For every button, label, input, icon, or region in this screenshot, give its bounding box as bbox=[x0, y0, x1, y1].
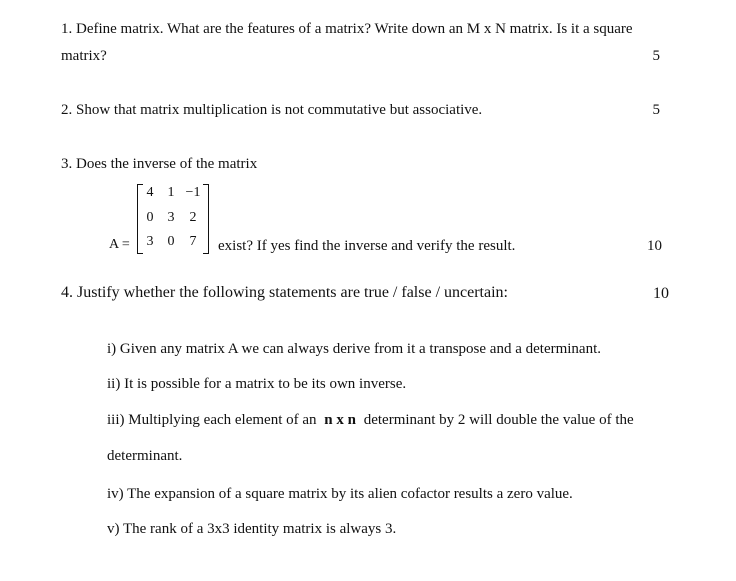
question-4-text: 4. Justify whether the following statements are true / false / uncertain: bbox=[61, 284, 508, 301]
matrix-cell-r1-c2: 1 bbox=[167, 185, 175, 200]
matrix-cell-r2-c3: 2 bbox=[189, 210, 197, 225]
question-2-text: 2. Show that matrix multiplication is not commutative but associative. bbox=[61, 102, 483, 118]
matrix-cell-r2-c1: 0 bbox=[146, 210, 154, 225]
matrix-cell-r1-c1: 4 bbox=[146, 185, 154, 200]
matrix-right-bracket bbox=[203, 184, 209, 254]
statement-v: v) The rank of a 3x3 identity matrix is always 3. bbox=[107, 521, 397, 537]
statement-ii: ii) It is possible for a matrix to be its own inverse. bbox=[107, 376, 407, 392]
question-1-line-2: matrix? bbox=[61, 48, 107, 64]
matrix-cell-r1-c3: −1 bbox=[185, 185, 201, 200]
question-3-text: 3. Does the inverse of the matrix bbox=[61, 156, 258, 172]
question-3-tail: exist? If yes find the inverse and verify the result. bbox=[218, 238, 516, 254]
question-1-marks: 5 bbox=[652, 48, 660, 64]
statement-iii bbox=[107, 411, 634, 429]
matrix-label: A = bbox=[109, 237, 130, 252]
matrix-cell-r3-c3: 7 bbox=[189, 234, 197, 249]
question-3-marks: 10 bbox=[647, 238, 662, 254]
matrix-cell-r3-c2: 0 bbox=[167, 234, 175, 249]
question-1-line-1: 1. Define matrix. What are the features of a matrix? Write down an M x N matrix. Is it a square bbox=[61, 21, 633, 37]
statement-iii-bold: n x n bbox=[324, 412, 356, 428]
statement-iv: iv) The expansion of a square matrix by its alien cofactor results a zero value. bbox=[107, 486, 573, 502]
matrix-a bbox=[137, 182, 209, 254]
question-2-marks: 5 bbox=[652, 102, 660, 118]
question-4-marks: 10 bbox=[653, 285, 669, 302]
statement-i: i) Given any matrix A we can always derive from it a transpose and a determinant. bbox=[107, 341, 602, 357]
statement-iii-before: iii) Multiplying each element of an bbox=[107, 412, 317, 428]
statement-iii-continued: determinant. bbox=[107, 448, 183, 464]
statement-iii-after: determinant by 2 will double the value of the bbox=[363, 412, 634, 428]
matrix-cell-r3-c1: 3 bbox=[146, 234, 154, 249]
matrix-cell-r2-c2: 3 bbox=[167, 210, 175, 225]
